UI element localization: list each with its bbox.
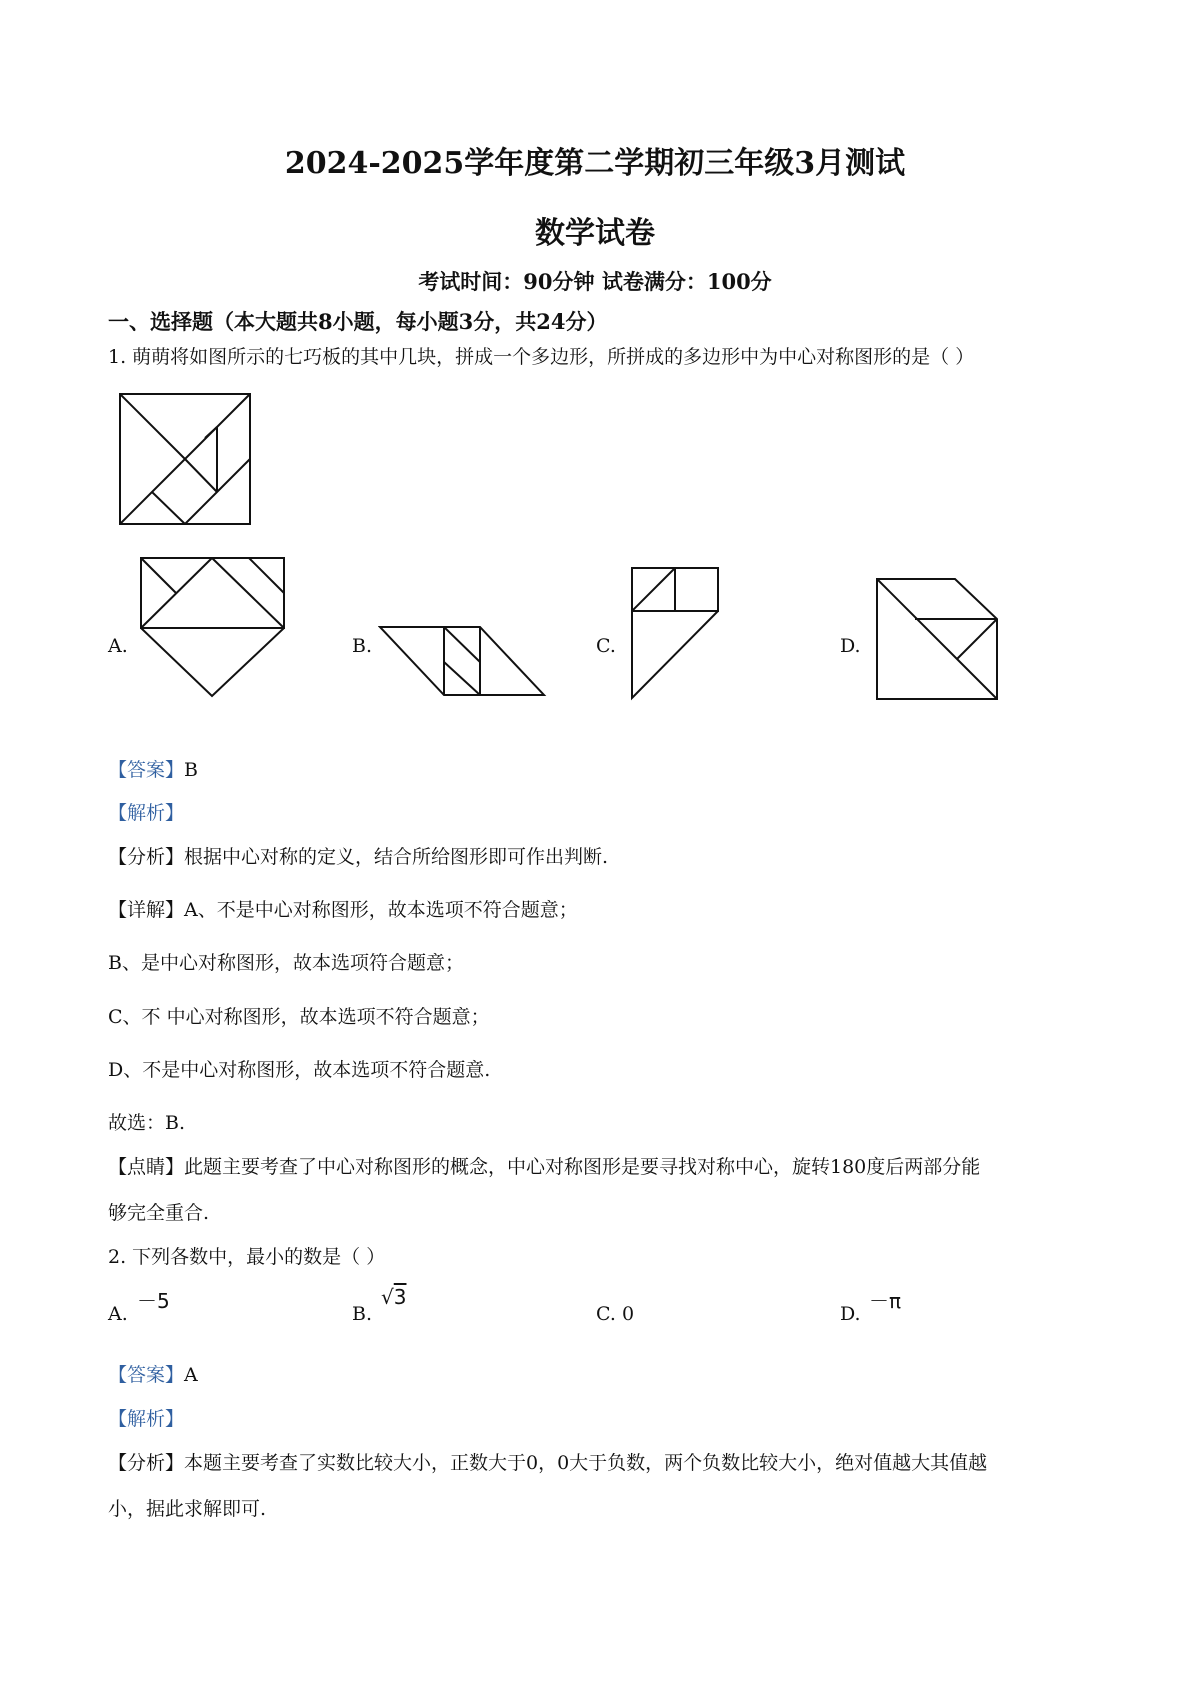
question-1-stem: 1. 萌萌将如图所示的七巧板的其中几块，拼成一个多边形，所拼成的多边形中为中心对称图形的是（ ） bbox=[108, 346, 975, 368]
q1-option-a-label: A. bbox=[108, 635, 128, 657]
exam-info: 考试时间：90分钟 试卷满分：100分 bbox=[418, 269, 772, 294]
q2-line: 【分析】本题主要考查了实数比较大小，正数大于0，0大于负数，两个负数比较大小，绝对值越大其值越 bbox=[108, 1452, 988, 1474]
q1-option-c-figure bbox=[630, 566, 722, 702]
q1-option-d-label: D. bbox=[840, 635, 861, 657]
q2-option-b-value bbox=[381, 1285, 406, 1309]
q2-answer-tag: 【答案】 bbox=[108, 1364, 185, 1386]
section-heading: 一、选择题（本大题共8小题，每小题3分，共24分） bbox=[108, 309, 608, 334]
q2-option-d-label: D. bbox=[840, 1303, 861, 1325]
q1-line: 【分析】根据中心对称的定义，结合所给图形即可作出判断. bbox=[108, 846, 609, 868]
q1-line: 够完全重合. bbox=[108, 1202, 210, 1224]
q1-line: 【点睛】此题主要考查了中心对称图形的概念，中心对称图形是要寻找对称中心，旋转180度后两部分能 bbox=[108, 1156, 981, 1178]
q1-analysis-tag: 【解析】 bbox=[108, 802, 185, 824]
q2-option-c: C. 0 bbox=[596, 1303, 635, 1325]
q1-answer-value: B bbox=[184, 759, 198, 781]
q1-line: B、是中心对称图形，故本选项符合题意； bbox=[108, 952, 464, 974]
q2-option-a-value: －5 bbox=[137, 1289, 170, 1313]
q1-option-c-label: C. bbox=[596, 635, 616, 657]
q1-answer-tag: 【答案】 bbox=[108, 759, 185, 781]
q1-answer bbox=[108, 755, 198, 782]
q2-option-d-value: －π bbox=[869, 1289, 902, 1313]
radicand: 3 bbox=[393, 1285, 407, 1309]
paper-subtitle: 数学试卷 bbox=[535, 216, 655, 251]
radical-symbol: √ bbox=[381, 1285, 394, 1309]
q2-analysis-tag: 【解析】 bbox=[108, 1408, 185, 1430]
q1-line: 【详解】A、不是中心对称图形，故本选项不符合题意； bbox=[108, 899, 578, 921]
page-title: 2024-2025学年度第二学期初三年级3月测试 bbox=[284, 146, 906, 181]
q2-answer-value: A bbox=[184, 1364, 198, 1386]
q2-option-b-label: B. bbox=[352, 1303, 373, 1325]
q2-answer bbox=[108, 1360, 198, 1387]
q1-option-b-label: B. bbox=[352, 635, 373, 657]
question-2-stem: 2. 下列各数中，最小的数是（ ） bbox=[108, 1246, 386, 1268]
q1-line: D、不是中心对称图形，故本选项不符合题意. bbox=[108, 1059, 491, 1081]
q1-option-d-figure bbox=[875, 577, 1003, 703]
tangram-figure bbox=[118, 392, 254, 528]
q1-option-b-figure bbox=[378, 625, 548, 699]
q1-line: 故选：B. bbox=[108, 1112, 186, 1134]
q1-line: C、不 中心对称图形，故本选项不符合题意； bbox=[108, 1006, 490, 1028]
q1-option-a-figure bbox=[139, 556, 287, 699]
q2-option-a-label: A. bbox=[108, 1303, 128, 1325]
q2-line: 小，据此求解即可. bbox=[108, 1498, 267, 1520]
